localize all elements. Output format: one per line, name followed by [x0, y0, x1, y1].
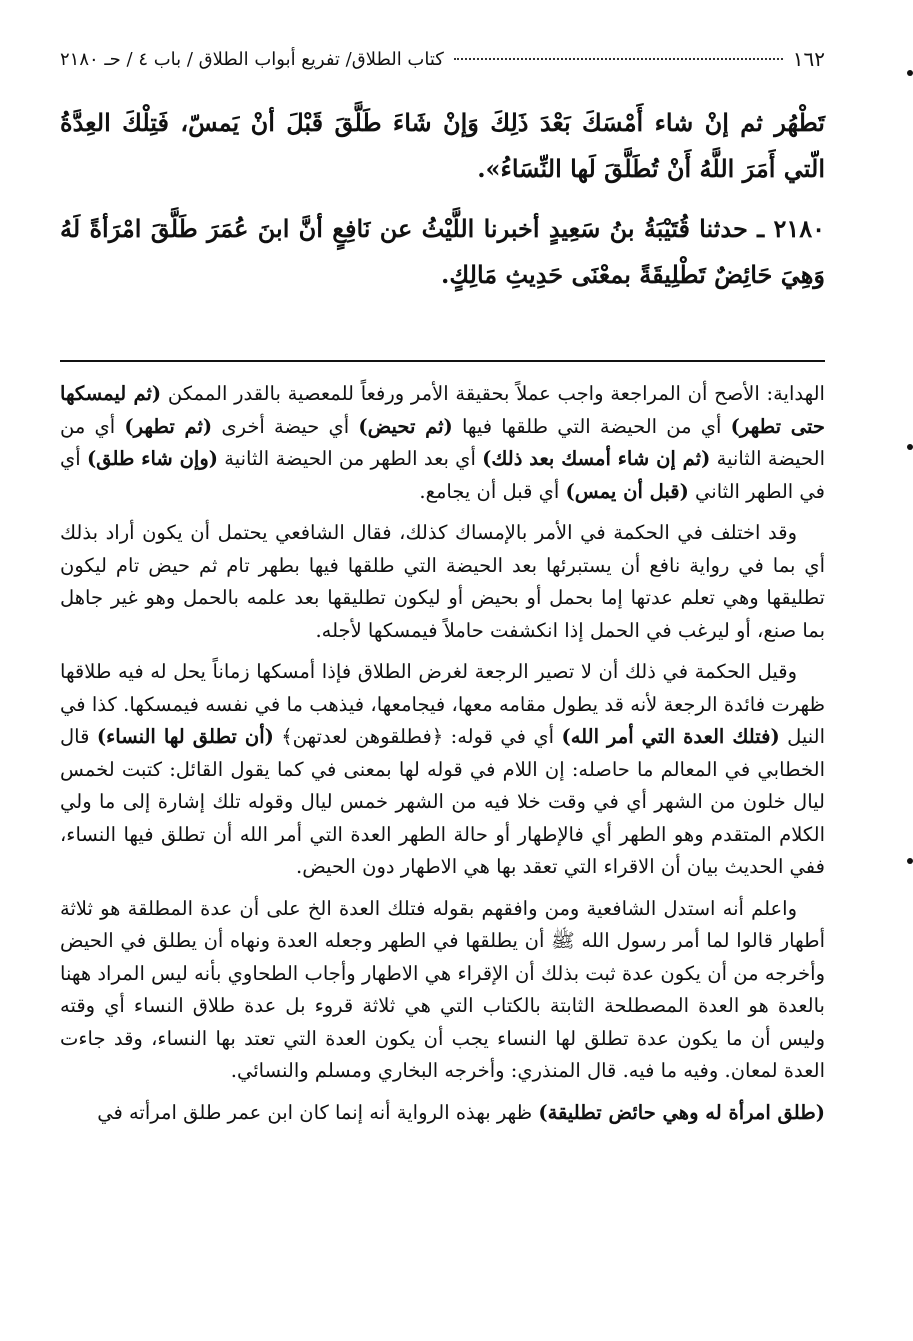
margin-mark-lower — [907, 858, 913, 864]
commentary-paragraph-2: وقد اختلف في الحكمة في الأمر بالإمساك كذلك، فقال الشافعي يحتمل أن يكون أراد بذلك أي بما في رواية نافع أن يستبرئها بعد الحيضة التي طلقها فيها بطهر تام ثم حيض تام ليكون تطليقها وهي تعلم عدتها إما بحمل أو بحيض أو ليكون تطليقها بعد علمه بالحمل وهو غير جاهل بما صنع، أو ليرغب في الحمل إذا انكشفت حاملاً فيمسكها لأجله. — [60, 521, 825, 642]
hadith-2180-text: حدثنا قُتَيْبَةُ بنُ سَعِيدٍ أخبرنا اللَّيْثُ عن نَافِعٍ أنَّ ابنَ عُمَرَ طَلَّقَ امْرَأةً لَهُ وَهِيَ حَائِضٌ تَطْلِيقَةً بمعْنَى حَدِيثِ مَالِكٍ. — [60, 214, 825, 289]
commentary-text: الهداية: الأصح أن المراجعة واجب عملاً بحقيقة الأمر ورفعاً للمعصية بالقدر الممكن — [161, 382, 825, 405]
quoted-phrase: (قبل أن يمس) — [565, 479, 689, 503]
commentary-paragraph-4: واعلم أنه استدل الشافعية ومن وافقهم بقوله فتلك العدة الخ على أن عدة المطلقة هو ثلاثة أطهار قالوا لما أمر رسول الله ﷺ أن يطلقها في الطهر وجعله العدة ونهاه أن يطلق في الحيض وأخرجه من أن يكون عدة ثبت بذلك أن الإقراء هي الاطهار وأجاب الطحاوي بأنه ليس المراد ههنا بالعدة هو العدة المصطلحة الثابتة بالكتاب التي هي ثلاثة قروء بل عدة طلاق النساء أي وقته وليس أن ما يكون عدة تطلق لها النساء يجب أن يكون العدة التي تعتد بها النساء، وقد جاءت العدة لمعان. وفيه ما فيه. قال المنذري: وأخرجه البخاري ومسلم والنسائي. — [60, 896, 825, 1082]
quoted-phrase: (وإن شاء طلق) — [86, 447, 218, 470]
commentary-text: أي بعد الطهر من الحيضة الثانية — [217, 447, 483, 470]
running-title: كتاب الطلاق/ تفريع أبواب الطلاق / باب ٤ / حـ ٢١٨٠ — [60, 48, 444, 70]
header-dotted-leader — [454, 58, 783, 60]
quoted-phrase: (ثم إن شاء أمسك بعد ذلك) — [482, 447, 711, 470]
quoted-phrase: (أن تطلق لها النساء) — [96, 725, 274, 748]
margin-mark-top — [907, 70, 913, 76]
quoted-phrase: (ثم تحيض) — [358, 414, 453, 438]
commentary-text: أي في قوله: ﴿فطلقوهن لعدتهن﴾ — [273, 725, 562, 748]
hadith-continuation: تَطْهُر ثم إنْ شاء أَمْسَكَ بَعْدَ ذَلِكَ وَإنْ شَاءَ طَلَّقَ قَبْلَ أنْ يَمسّ، فَتِلْكَ العِدَّةُ الّتي أَمَرَ اللَّهُ أَنْ تُطَلَّقَ لَها النِّسَاءُ». — [60, 108, 825, 183]
commentary-text: أي من الحيضة الثانية — [60, 414, 825, 470]
quoted-phrase: (فتلك العدة التي أمر الله) — [561, 725, 780, 748]
commentary-text: أي قبل أن يجامع. — [419, 479, 566, 503]
margin-mark-middle — [907, 444, 913, 450]
quoted-phrase: (ثم تطهر) — [124, 414, 213, 438]
quoted-phrase: (ثم ليمسكها حتى تطهر) — [60, 382, 825, 438]
commentary-text: وقيل الحكمة في ذلك أن لا تصير الرجعة لغرض الطلاق فإذا أمسكها زماناً يحل له فيه طلاقها ظهرت فائدة الرجعة لأنه قد يطول مقامه معها، فيجامعها، فيذهب ما في نفسه فيمسكها. كذا في النيل — [60, 660, 825, 748]
commentary-text: أي من الحيضة التي طلقها فيها — [452, 414, 731, 438]
page-number: ١٦٢ — [792, 47, 825, 71]
book-page — [60, 38, 825, 1328]
commentary-block — [60, 378, 825, 1138]
hadith-2180 — [60, 206, 825, 298]
footnote-divider — [60, 360, 825, 362]
hadith-text-block — [60, 100, 825, 312]
commentary-paragraph-5 — [60, 1097, 825, 1130]
page-header — [60, 38, 825, 80]
hadith-number: ٢١٨٠ ـ — [757, 214, 826, 243]
commentary-text: أي في الطهر الثاني — [60, 447, 825, 503]
commentary-paragraph-3 — [60, 656, 825, 884]
commentary-paragraph-1 — [60, 378, 825, 508]
commentary-text: أي حيضة أخرى — [212, 414, 359, 438]
quoted-phrase: (طلق امرأة له وهي حائض تطليقة) — [538, 1100, 825, 1124]
commentary-text: قال الخطابي في المعالم ما حاصله: إن اللام في قوله لها بمعنى في كما يقول القائل: كتبت لخمس ليال خلون من الشهر أي في وقت خلا فيه من الشهر خمس ليال وقوله تلك إشارة إلى ما ولي الكلام المتقدم وهو الطهر أي فالإطهار أو حالة الطهر العدة التي أمر الله أن تطلق فيها النساء، ففي الحديث بيان أن الاقراء التي تعقد بها هي الاطهار دون الحيض. — [60, 725, 825, 878]
commentary-text: ظهر بهذه الرواية أنه إنما كان ابن عمر طلق امرأته في — [97, 1100, 539, 1124]
